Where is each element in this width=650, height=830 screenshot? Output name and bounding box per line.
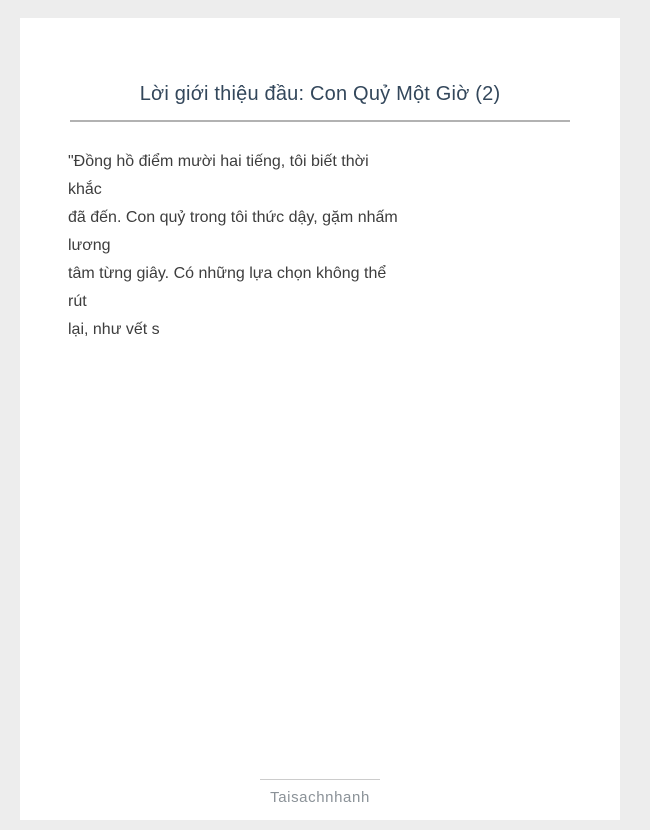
body-line: "Đồng hồ điểm mười hai tiếng, tôi biết thời: [68, 153, 369, 170]
chapter-body: [20, 148, 620, 344]
body-line: tâm từng giây. Có những lựa chọn không thể: [68, 265, 387, 282]
page-footer: [20, 779, 620, 806]
footer-divider: [260, 779, 380, 780]
body-line: lại, như vết s: [68, 321, 160, 338]
site-name: Taisachnhanh: [270, 789, 370, 806]
body-line: rút: [68, 293, 87, 310]
body-line: đã đến. Con quỷ trong tôi thức dậy, gặm nhấm: [68, 209, 398, 226]
chapter-title: Lời giới thiệu đầu: Con Quỷ Một Giờ (2): [139, 83, 501, 105]
body-line: lương: [68, 237, 111, 254]
document-page: [20, 18, 620, 820]
title-divider: [70, 120, 570, 122]
body-line: khắc: [68, 181, 102, 198]
